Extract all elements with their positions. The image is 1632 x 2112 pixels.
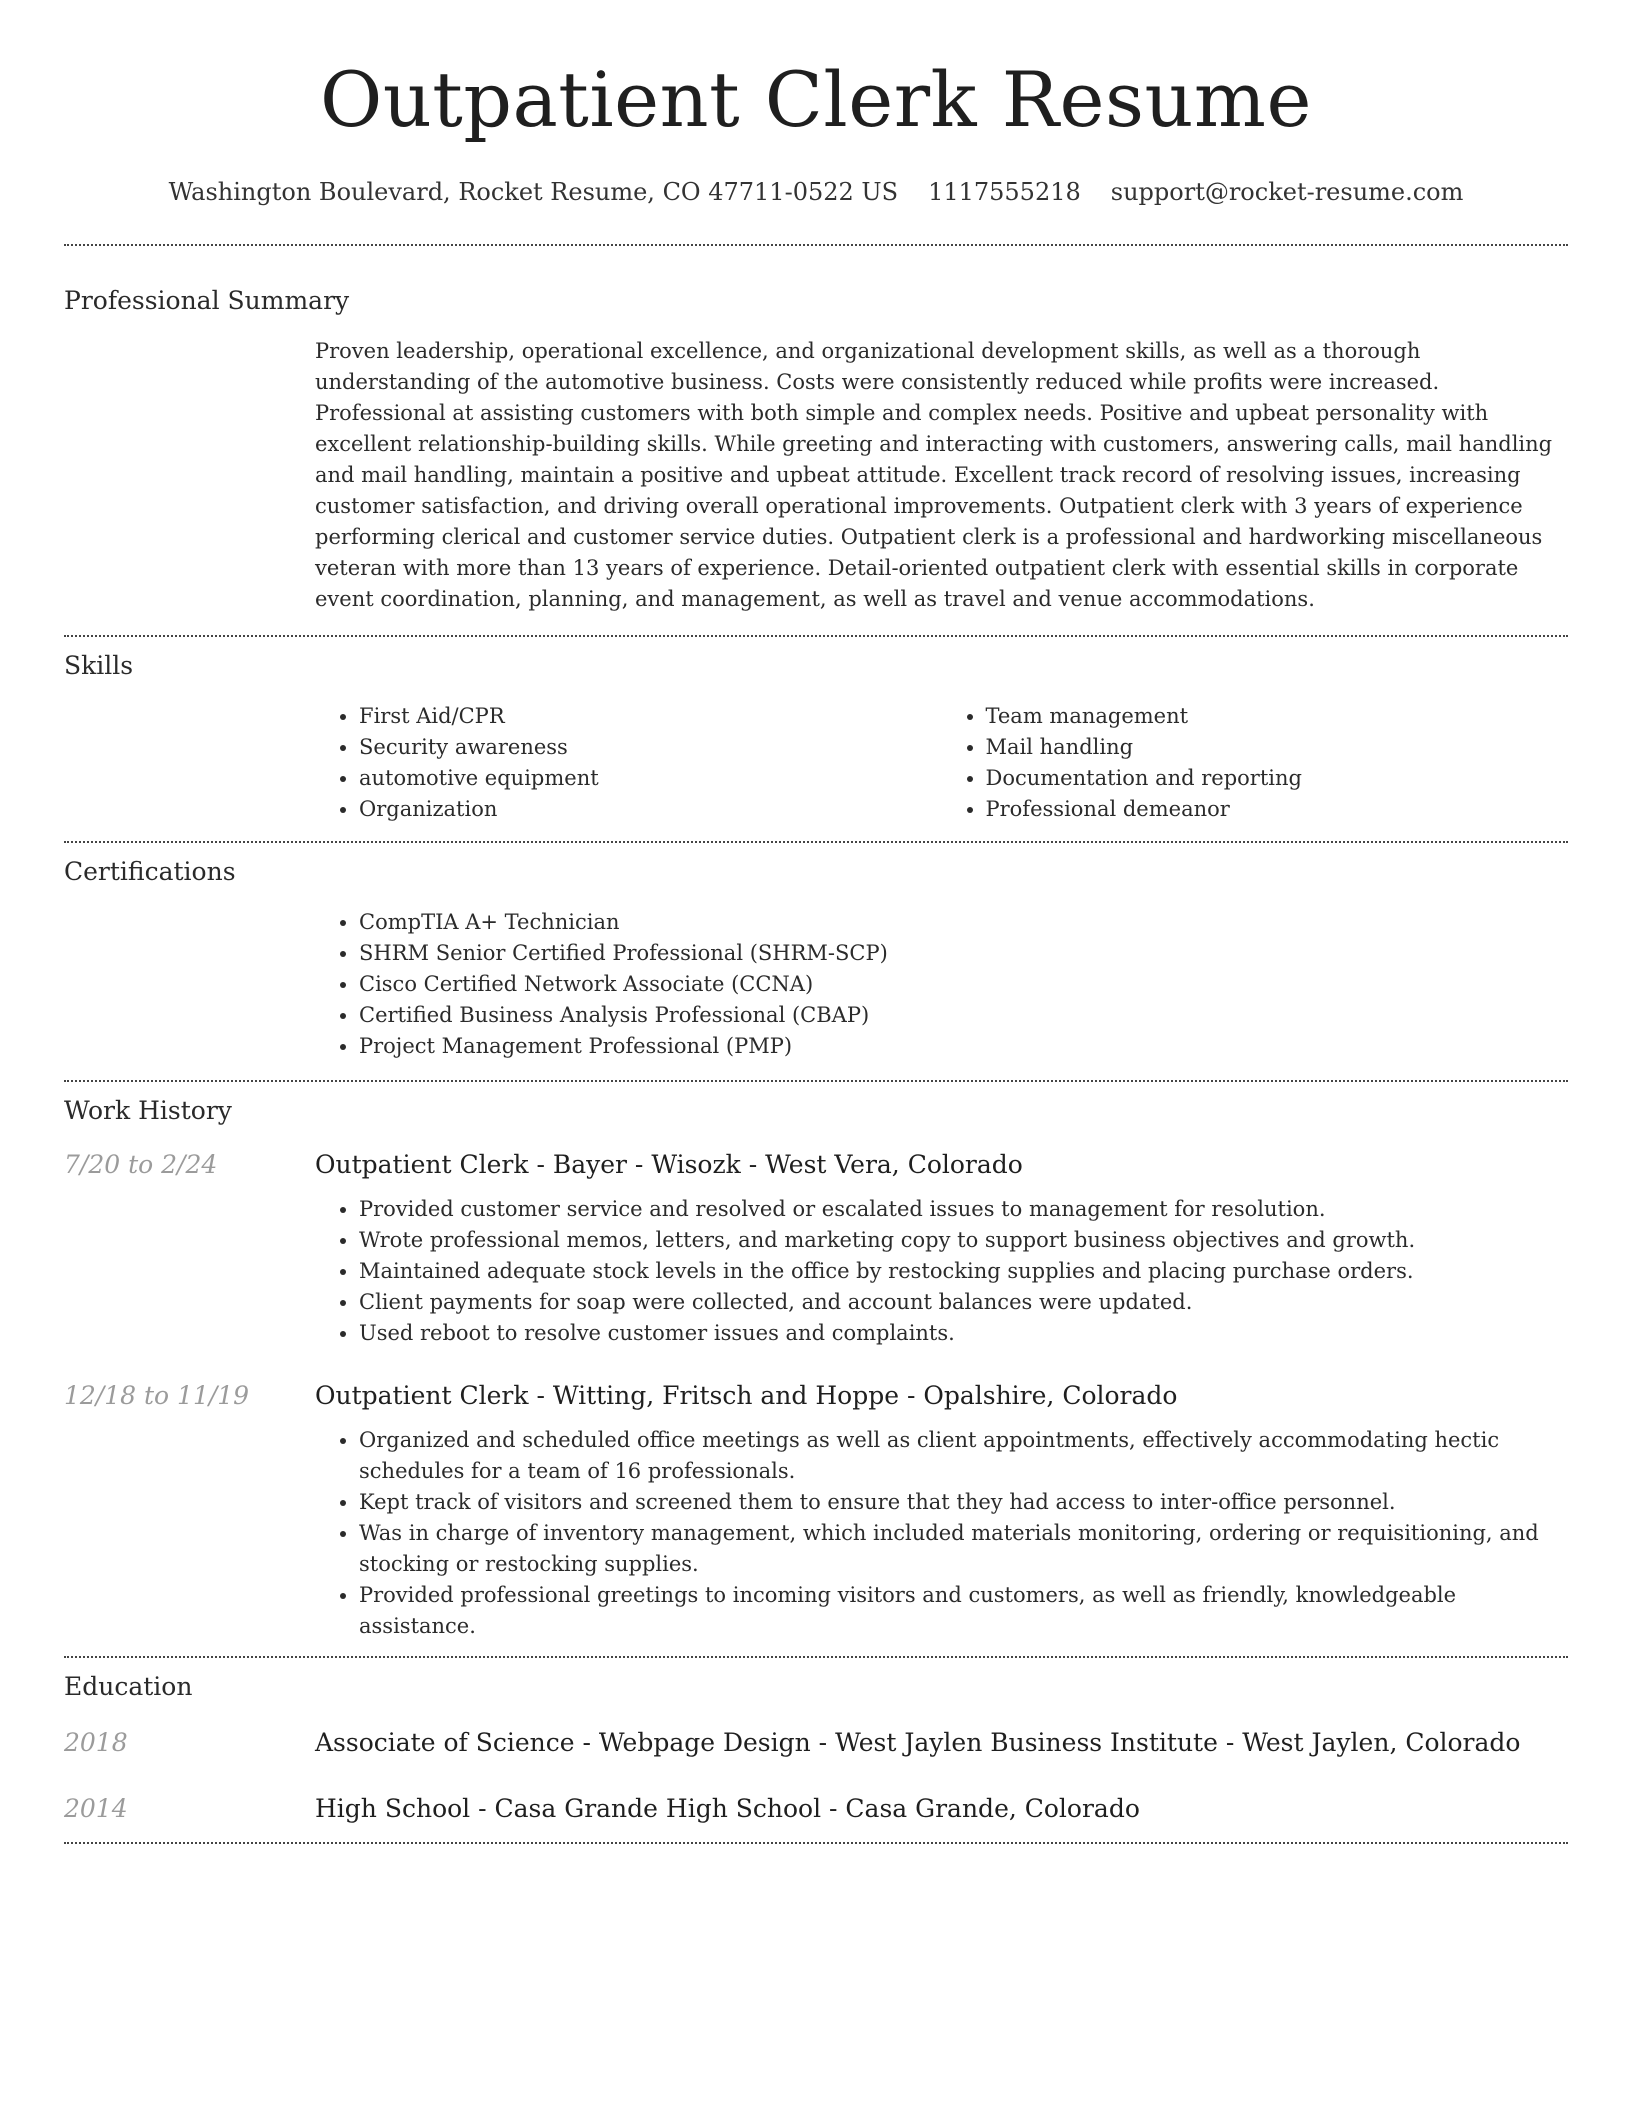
divider bbox=[64, 1842, 1568, 1844]
job-bullet: • Provided customer service and resolved or escalated issues to management for resolution. bbox=[359, 1194, 1568, 1225]
job-bullet: • Was in charge of inventory management, which included materials monitoring, ordering or requisitioning, and stocking or restocking supplies. bbox=[359, 1518, 1568, 1580]
summary-section bbox=[64, 246, 1568, 615]
skill-item: • Documentation and reporting bbox=[986, 763, 1569, 794]
education-detail: High School - Casa Grande High School - Casa Grande, Colorado bbox=[315, 1794, 1140, 1823]
skill-item: • First Aid/CPR bbox=[359, 701, 942, 732]
education-entry bbox=[64, 1726, 1568, 1760]
job-bullet: • Organized and scheduled office meetings as well as client appointments, effectively accommodating hectic schedules for a team of 16 professionals. bbox=[359, 1425, 1568, 1487]
job-title: Outpatient Clerk - Witting, Fritsch and Hoppe - Opalshire, Colorado bbox=[315, 1381, 1178, 1410]
job-title: Outpatient Clerk - Bayer - Wisozk - West Vera, Colorado bbox=[315, 1150, 1023, 1179]
job-bullet: • Client payments for soap were collected, and account balances were updated. bbox=[359, 1287, 1568, 1318]
job-bullets bbox=[315, 1425, 1568, 1642]
certification-item: • Certified Business Analysis Professional (CBAP) bbox=[359, 1000, 1568, 1031]
skill-item: • automotive equipment bbox=[359, 763, 942, 794]
summary-heading: Professional Summary bbox=[64, 286, 350, 315]
certifications-heading: Certifications bbox=[64, 857, 236, 886]
contact-line bbox=[64, 176, 1568, 208]
education-year: 2014 bbox=[64, 1794, 128, 1823]
education-section bbox=[64, 1658, 1568, 1826]
skills-heading: Skills bbox=[64, 651, 134, 680]
skill-item: • Team management bbox=[986, 701, 1569, 732]
work-history-heading: Work History bbox=[64, 1096, 232, 1125]
education-heading: Education bbox=[64, 1672, 193, 1701]
education-year: 2018 bbox=[64, 1728, 128, 1757]
education-detail: Associate of Science - Webpage Design - West Jaylen Business Institute - West Jaylen, Colorado bbox=[315, 1728, 1521, 1757]
skills-section bbox=[64, 637, 1568, 825]
skill-item: • Mail handling bbox=[986, 732, 1569, 763]
skills-list-right bbox=[942, 701, 1569, 825]
certification-item: • Cisco Certified Network Associate (CCNA) bbox=[359, 969, 1568, 1000]
job-bullet: • Maintained adequate stock levels in the office by restocking supplies and placing purchase orders. bbox=[359, 1256, 1568, 1287]
job-dates: 7/20 to 2/24 bbox=[64, 1150, 218, 1179]
certification-item: • Project Management Professional (PMP) bbox=[359, 1031, 1568, 1062]
certification-item: • SHRM Senior Certified Professional (SHRM-SCP) bbox=[359, 938, 1568, 969]
job-dates: 12/18 to 11/19 bbox=[64, 1381, 250, 1410]
job-entry bbox=[64, 1379, 1568, 1642]
certifications-list bbox=[315, 907, 1568, 1062]
education-entry bbox=[64, 1792, 1568, 1826]
job-bullet: • Wrote professional memos, letters, and marketing copy to support business objectives and growth. bbox=[359, 1225, 1568, 1256]
job-bullet: • Used reboot to resolve customer issues and complaints. bbox=[359, 1318, 1568, 1349]
job-bullet: • Provided professional greetings to incoming visitors and customers, as well as friendly, knowledgeable assistance. bbox=[359, 1580, 1568, 1642]
skill-item: • Organization bbox=[359, 794, 942, 825]
skills-list-left bbox=[315, 701, 942, 825]
certifications-section bbox=[64, 843, 1568, 1062]
summary-text: Proven leadership, operational excellence, and organizational development skills, as well as a thorough understanding of the automotive business. Costs were consistently reduced while profits were increased. Professional at assisting customers with both simple and complex needs. Positive and upbeat personality with excellent relationship-building skills. While greeting and interacting with customers, answering calls, mail handling and mail handling, maintain a positive and upbeat attitude. Excellent track record of resolving issues, increasing customer satisfaction, and driving overall operational improvements. Outpatient clerk with 3 years of experience performing clerical and customer service duties. Outpatient clerk is a professional and hardworking miscellaneous veteran with more than 13 years of experience. Detail-oriented outpatient clerk with essential skills in corporate event coordination, planning, and management, as well as travel and venue accommodations. bbox=[315, 339, 1553, 611]
contact-email: support@rocket-resume.com bbox=[1110, 178, 1464, 206]
certification-item: • CompTIA A+ Technician bbox=[359, 907, 1568, 938]
work-history-section bbox=[64, 1082, 1568, 1642]
job-bullet: • Kept track of visitors and screened them to ensure that they had access to inter-office personnel. bbox=[359, 1487, 1568, 1518]
job-bullets bbox=[315, 1194, 1568, 1349]
job-entry bbox=[64, 1148, 1568, 1349]
skill-item: • Security awareness bbox=[359, 732, 942, 763]
resume-title: Outpatient Clerk Resume bbox=[320, 55, 1312, 144]
skill-item: • Professional demeanor bbox=[986, 794, 1569, 825]
contact-phone: 1117555218 bbox=[928, 178, 1081, 206]
contact-address: Washington Boulevard, Rocket Resume, CO 47711-0522 US bbox=[168, 178, 899, 206]
